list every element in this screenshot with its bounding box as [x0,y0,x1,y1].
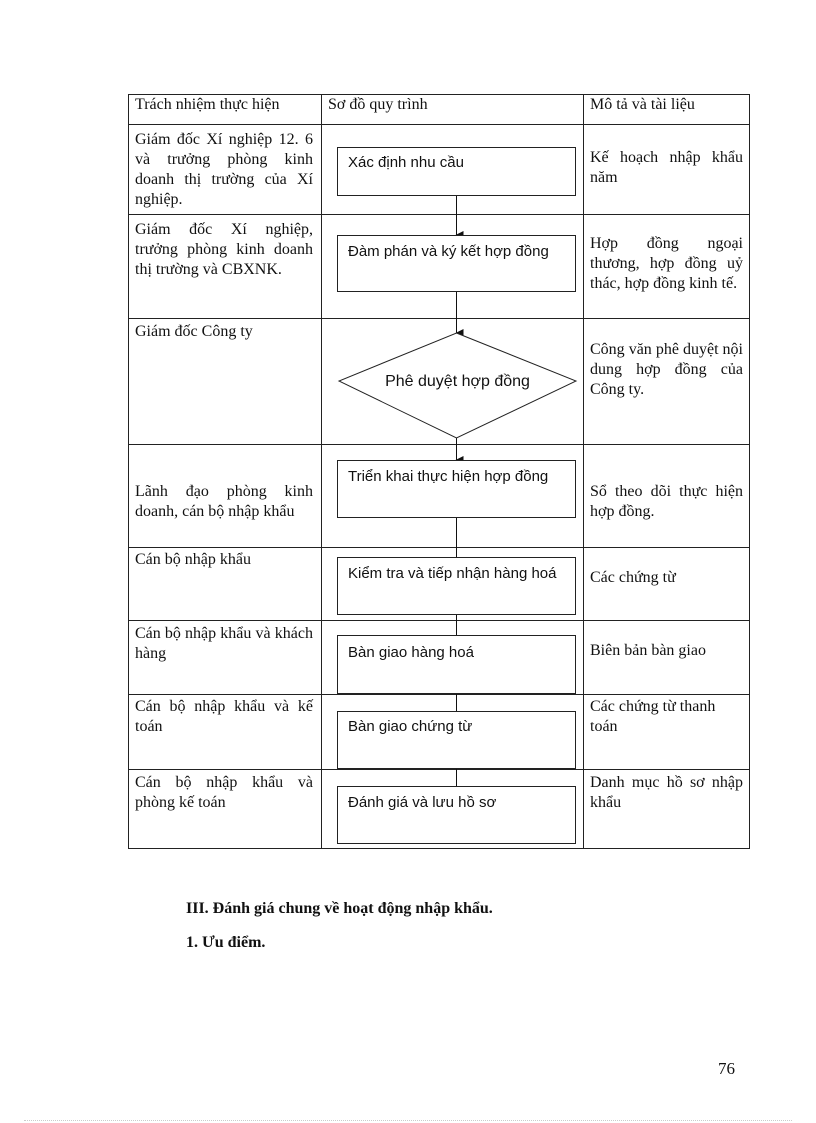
responsibility-cell: Giám đốc Công ty [135,323,253,340]
document-cell: Kế hoạch nhập khẩu năm [590,149,743,186]
responsibility-cell: Cán bộ nhập khẩu và phòng kế toán [135,774,313,811]
responsibility-cell: Cán bộ nhập khẩu và khách hàng [135,625,313,662]
header-description-documents: Mô tả và tài liệu [590,96,695,113]
header-process-diagram: Sơ đồ quy trình [328,96,428,113]
subsection-heading: 1. Ưu điểm. [186,934,266,951]
header-responsibility: Trách nhiệm thực hiện [135,96,280,113]
document-cell: Biên bản bàn giao [590,642,706,659]
responsibility-cell: Cán bộ nhập khẩu và kế toán [135,698,313,735]
process-step-label: Bàn giao chứng từ [348,718,473,735]
document-cell: Công văn phê duyệt nội dung hợp đồng của Công ty. [590,341,743,398]
page-number: 76 [718,1059,735,1078]
document-cell: Các chứng từ [590,569,676,586]
responsibility-cell: Cán bộ nhập khẩu [135,551,251,568]
process-step-label: Đàm phán và ký kết hợp đồng [348,243,549,260]
section-heading: III. Đánh giá chung về hoạt động nhập khẩu. [186,900,493,917]
responsibility-cell: Lãnh đạo phòng kinh doanh, cán bộ nhập khẩu [135,483,313,520]
responsibility-cell: Giám đốc Xí nghiệp 12. 6 và trưởng phòng kinh doanh thị trường của Xí nghiệp. [135,131,313,208]
process-step-label: Đánh giá và lưu hồ sơ [348,794,497,811]
process-step-label: Phê duyệt hợp đồng [385,373,530,390]
document-cell: Sổ theo dõi thực hiện hợp đồng. [590,483,743,520]
page-bottom-rule [24,1120,792,1121]
document-cell: Danh mục hồ sơ nhập khẩu [590,774,743,811]
document-cell: Hợp đồng ngoại thương, hợp đồng uỷ thác, hợp đồng kinh tế. [590,235,743,292]
process-step-label: Xác định nhu cầu [348,154,464,171]
document-cell: Các chứng từ thanh toán [590,698,716,735]
process-step-label: Bàn giao hàng hoá [348,644,474,661]
responsibility-cell: Giám đốc Xí nghiệp, trưởng phòng kinh doanh thị trường và CBXNK. [135,221,313,278]
process-step-label: Kiểm tra và tiếp nhận hàng hoá [348,565,557,582]
process-step-label: Triển khai thực hiện hợp đồng [348,468,549,485]
